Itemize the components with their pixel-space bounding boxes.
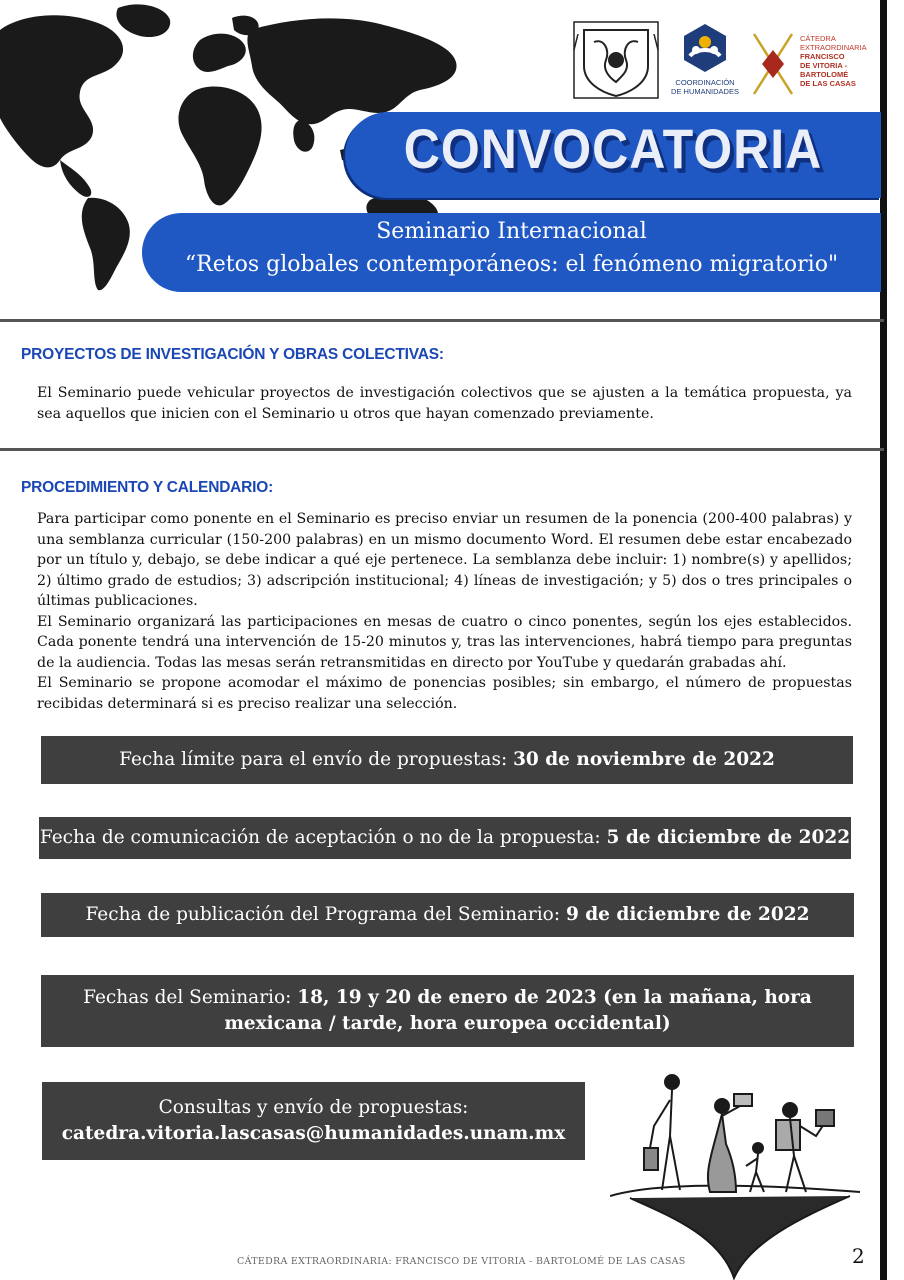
date-label: Fecha de publicación del Programa del Seminario: [85,904,566,925]
seminar-dates-box [41,975,854,1047]
catedra-text-line: DE LAS CASAS [800,79,856,88]
date-value: 30 de noviembre de 2022 [513,749,775,770]
catedra-text-line: BARTOLOMÉ [800,70,849,79]
catedra-logo-text [800,34,880,88]
contact-box [42,1082,585,1160]
footer-text: CÁTEDRA EXTRAORDINARIA: FRANCISCO DE VITORIA - BARTOLOMÉ DE LAS CASAS [237,1256,686,1267]
contact-label: Consultas y envío de propuestas: [158,1097,469,1118]
contact-email-link[interactable]: catedra.vitoria.lascasas@humanidades.unam.mx [61,1123,566,1144]
catedra-text-line: EXTRAORDINARIA [800,43,867,52]
right-border-bar [880,0,887,1280]
deadline-date-box [41,736,853,784]
date-label: Fecha de comunicación de aceptación o no de la propuesta: [39,827,607,848]
paragraph: El Seminario puede vehicular proyectos de investigación colectivos que se ajusten a la temática propuesta, ya sea aquellos que inicien con el Seminario u otros que hayan comenzado previamente. [37,385,852,422]
program-date-box [41,893,854,937]
section-divider [0,319,884,322]
unam-logo [570,20,662,100]
date-label: Fechas del Seminario: [83,987,298,1008]
catedra-text-line: DE VITORIA - [800,61,848,70]
paragraph: El Seminario organizará las participaciones en mesas de cuatro o cinco ponentes, según los ejes establecidos. Cada ponente tendrá una intervención de 15-20 minutos y, tras las intervenciones, habrá tiempo para preguntas de la audiencia. Todas las mesas serán retransmitidas en directo por YouTube y quedarán grabadas ahí. [37,613,852,671]
section-divider [0,448,884,451]
catedra-text-line: CÁTEDRA [800,34,836,43]
date-label: Fecha límite para el envío de propuestas: [119,749,514,770]
date-value: 5 de diciembre de 2022 [606,827,851,848]
paragraph: El Seminario se propone acomodar el máximo de ponencias posibles; sin embargo, el número de propuestas recibidas determinará si es preciso realizar una selección. [37,675,852,712]
migrants-illustration [610,1066,865,1280]
date-value: 9 de diciembre de 2022 [565,904,810,925]
catedra-text-line: FRANCISCO [800,52,845,61]
seminar-subtitle: Seminario Internacional [376,219,647,244]
catedra-logo-mark [750,30,796,98]
acceptance-date-box [39,817,851,859]
projects-body [37,383,852,424]
procedure-body [37,509,852,714]
page-number: 2 [852,1244,865,1268]
paragraph: Para participar como ponente en el Seminario es preciso enviar un resumen de la ponencia (200-400 palabras) y una semblanza curricular (150-200 palabras) en un mismo documento Word. El resumen debe estar encabezado por un título y, debajo, se debe indicar a qué eje pertenece. La semblanza debe incluir: 1) nombre(s) y apellidos; 2) último grado de estudios; 3) adscripción institucional; 4) líneas de investigación; y 5) dos o tres principales o últimas publicaciones. [37,511,852,609]
seminar-name: “Retos globales contemporáneos: el fenómeno migratorio" [184,252,839,277]
date-value: 18, 19 y 20 de enero de 2023 (en la mañana, hora mexicana / tarde, hora europea occidental) [224,987,812,1034]
coordinacion-logo-text: COORDINACIÓN DE HUMANIDADES [671,78,739,96]
procedure-heading: PROCEDIMIENTO Y CALENDARIO: [21,479,274,496]
projects-heading: PROYECTOS DE INVESTIGACIÓN Y OBRAS COLECTIVAS: [21,346,444,363]
page-title: CONVOCATORIA [403,117,823,181]
